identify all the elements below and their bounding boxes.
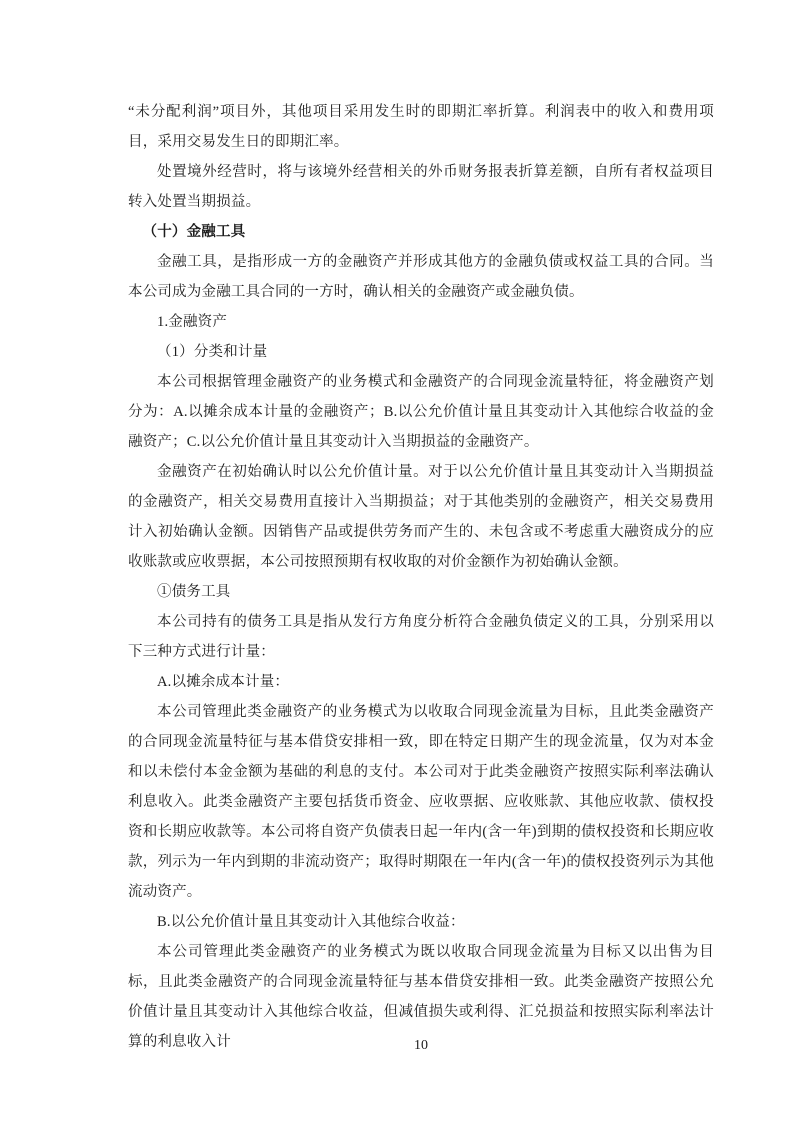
subheading-amortized-cost: A.以摊余成本计量： <box>157 674 290 690</box>
paragraph-financial-instruments-definition: 金融工具，是指形成一方的金融资产并形成其他方的金融负债或权益工具的合同。当本公司成为金融工具合同的一方时，确认相关的金融资产或金融负债。 <box>128 254 714 300</box>
paragraph-disposal-foreign-operations: 处置境外经营时，将与该境外经营相关的外币财务报表折算差额，自所有者权益项目转入处置当期损益。 <box>128 164 714 210</box>
section-heading-financial-instruments: （十）金融工具 <box>142 224 246 240</box>
paragraph-fvoci-detail: 本公司管理此类金融资产的业务模式为既以收取合同现金流量为目标又以出售为目标，且此类金融资产的合同现金流量特征与基本借贷安排相一致。此类金融资产按照公允价值计量且其变动计入其他综合收益，但减值损失或利得、汇兑损益和按照实际利率法计算的利息收入计 <box>128 944 714 1050</box>
subheading-financial-assets: 1.金融资产 <box>157 314 228 330</box>
subheading-debt-instruments: ①债务工具 <box>157 584 231 600</box>
paragraph-debt-instruments-definition: 本公司持有的债务工具是指从发行方角度分析符合金融负债定义的工具，分别采用以下三种方式进行计量： <box>128 614 714 660</box>
subheading-classification-and-measurement: （1）分类和计量 <box>157 344 268 360</box>
subheading-fvoci: B.以公允价值计量且其变动计入其他综合收益： <box>157 914 465 930</box>
page-number: 10 <box>414 1038 428 1053</box>
paragraph-amortized-cost-detail: 本公司管理此类金融资产的业务模式为以收取合同现金流量为目标，且此类金融资产的合同现金流量特征与基本借贷安排相一致，即在特定日期产生的现金流量，仅为对本金和以未偿付本金金额为基础的利息的支付。本公司对于此类金融资产按照实际利率法确认利息收入。此类金融资产主要包括货币资金、应收票据、应收账款、其他应收款、债权投资和长期应收款等。本公司将自资产负债表日起一年内(含一年)到期的债权投资和长期应收款，列示为一年内到期的非流动资产；取得时期限在一年内(含一年)的债权投资列示为其他流动资产。 <box>128 704 714 900</box>
page-content <box>128 97 714 1057</box>
paragraph-initial-recognition-measurement: 金融资产在初始确认时以公允价值计量。对于以公允价值计量且其变动计入当期损益的金融资产，相关交易费用直接计入当期损益；对于其他类别的金融资产，相关交易费用计入初始确认金额。因销售产品或提供劳务而产生的、未包含或不考虑重大融资成分的应收账款或应收票据，本公司按照预期有权收取的对价金额作为初始确认金额。 <box>128 464 714 570</box>
paragraph-financial-asset-classification: 本公司根据管理金融资产的业务模式和金融资产的合同现金流量特征，将金融资产划分为：A.以摊余成本计量的金融资产；B.以公允价值计量且其变动计入其他综合收益的金融资产；C.以公允价值计量且其变动计入当期损益的金融资产。 <box>128 374 714 450</box>
paragraph-exchange-rate-translation: “未分配利润”项目外，其他项目采用发生时的即期汇率折算。利润表中的收入和费用项目，采用交易发生日的即期汇率。 <box>128 104 714 150</box>
